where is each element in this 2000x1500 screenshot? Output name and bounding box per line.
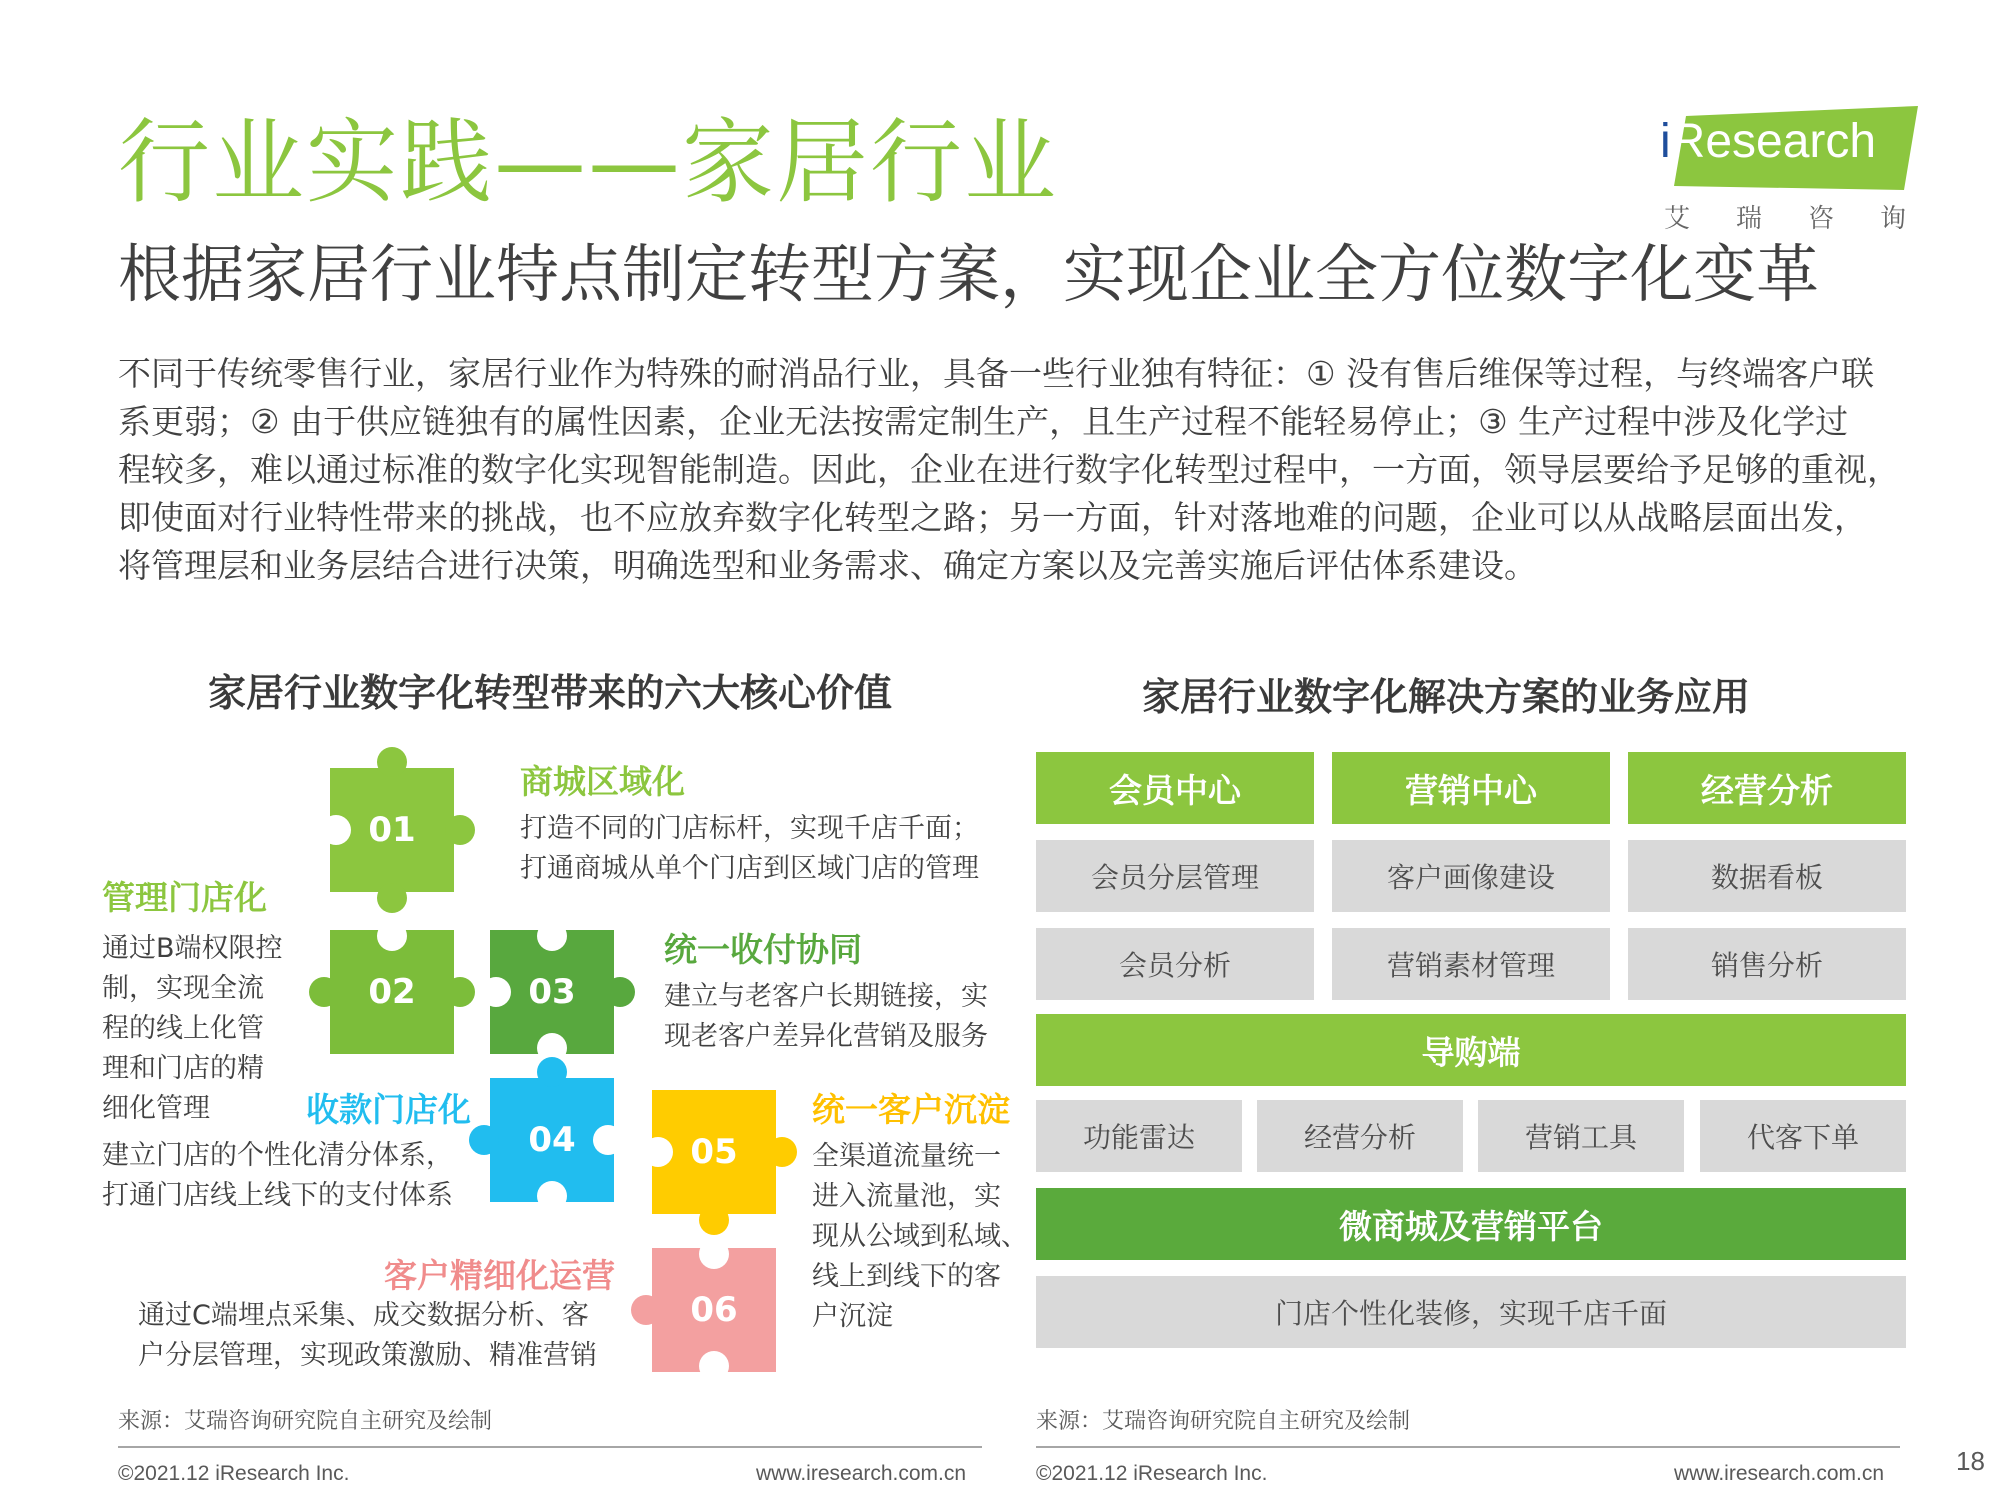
column-header-analysis: 经营分析: [1628, 752, 1906, 824]
cell-marketing-materials: 营销素材管理: [1332, 928, 1610, 1000]
intro-line: 即使面对行业特性带来的挑战，也不应放弃数字化转型之路；另一方面，针对落地难的问题，企业可以从战略层面出发，: [118, 498, 1867, 537]
right-copyright: ©2021.12 iResearch Inc.: [1036, 1462, 1268, 1485]
left-copyright: ©2021.12 iResearch Inc.: [118, 1462, 350, 1485]
cell-order-on-behalf: 代客下单: [1700, 1100, 1906, 1172]
feature-desc-line: 进入流量池，实: [812, 1181, 1001, 1212]
feature-desc-line: 全渠道流量统一: [812, 1141, 1001, 1172]
feature-title: 管理门店化: [102, 878, 267, 917]
puzzle-piece-06: [652, 1248, 776, 1372]
puzzle-number: 02: [368, 972, 416, 1012]
logo-i: i: [1660, 115, 1671, 168]
cell-member-tiers: 会员分层管理: [1036, 840, 1314, 912]
puzzle-number: 03: [528, 972, 576, 1012]
feature-desc-line: 打通门店线上线下的支付体系: [102, 1180, 453, 1211]
puzzle-piece-03: [490, 930, 614, 1054]
feature-desc: [102, 1136, 453, 1216]
right-section-heading: 家居行业数字化解决方案的业务应用: [1142, 675, 1751, 719]
left-section-heading: 家居行业数字化转型带来的六大核心价值: [208, 671, 893, 715]
right-source: 来源：艾瑞咨询研究院自主研究及绘制: [1036, 1409, 1411, 1434]
puzzle-piece-01: [330, 768, 454, 892]
intro-paragraph: [118, 350, 1918, 590]
feature-desc-line: 户分层管理，实现政策激励、精准营销: [138, 1340, 597, 1371]
feature-desc-line: 打通商城从单个门店到区域门店的管理: [520, 853, 979, 884]
feature-desc-line: 建立门店的个性化清分体系，: [102, 1140, 453, 1171]
feature-desc: [138, 1296, 597, 1376]
puzzle-piece-05: [652, 1090, 776, 1214]
left-url: www.iresearch.com.cn: [756, 1462, 967, 1485]
feature-title: 统一收付协同: [664, 930, 862, 969]
feature-desc-line: 通过C端埋点采集、成交数据分析、客: [138, 1300, 589, 1331]
puzzle-number: 06: [690, 1290, 738, 1330]
left-footer-divider: [118, 1446, 982, 1448]
puzzle-piece-04: [490, 1078, 614, 1202]
page-subtitle: 根据家居行业特点制定转型方案，实现企业全方位数字化变革: [118, 238, 1819, 311]
puzzle-number: 04: [528, 1120, 576, 1160]
feature-desc-line: 细化管理: [102, 1093, 210, 1124]
feature-desc-line: 打造不同的门店标杆，实现千店千面；: [520, 813, 979, 844]
puzzle-number: 01: [368, 810, 416, 850]
feature-desc-line: 理和门店的精: [102, 1053, 264, 1084]
right-url: www.iresearch.com.cn: [1674, 1462, 1885, 1485]
cell-marketing-tools: 营销工具: [1478, 1100, 1684, 1172]
feature-title: 统一客户沉淀: [812, 1090, 1010, 1129]
cell-dashboard: 数据看板: [1628, 840, 1906, 912]
feature-title: 客户精细化运营: [384, 1256, 615, 1295]
intro-line: 程较多，难以通过标准的数字化实现智能制造。因此，企业在进行数字化转型过程中，一方面，领导层要给予足够的重视，: [118, 450, 1900, 489]
feature-desc: [102, 929, 283, 1129]
column-header-marketing: 营销中心: [1332, 752, 1610, 824]
logo-wordmark: [1660, 114, 1876, 169]
logo-chinese-name: 艾瑞咨询: [1664, 204, 1953, 234]
intro-line: 将管理层和业务层结合进行决策，明确选型和业务需求、确定方案以及完善实施后评估体系建设。: [118, 546, 1537, 585]
feature-guanli: [102, 872, 283, 1129]
band-shopping-guide: 导购端: [1036, 1014, 1906, 1086]
logo-word-text: Research: [1670, 115, 1877, 168]
feature-title: 收款门店化: [306, 1090, 471, 1129]
intro-line: 不同于传统零售行业，家居行业作为特殊的耐消品行业，具备一些行业独有特征：① 没有售后维保等过程，与终端客户联: [118, 354, 1875, 393]
right-footer-divider: [1036, 1446, 1900, 1448]
puzzle-piece-02: [330, 930, 454, 1054]
cell-sales-analysis: 销售分析: [1628, 928, 1906, 1000]
left-source: 来源：艾瑞咨询研究院自主研究及绘制: [118, 1409, 493, 1434]
cell-business-analysis: 经营分析: [1257, 1100, 1463, 1172]
band-micro-mall: 微商城及营销平台: [1036, 1188, 1906, 1260]
page-number: 18: [1956, 1446, 1985, 1476]
cell-member-analysis: 会员分析: [1036, 928, 1314, 1000]
feature-jingxihua-title-wrap: [384, 1250, 615, 1297]
iresearch-logo: [1660, 106, 1953, 236]
feature-desc: [520, 809, 979, 889]
feature-desc-line: 建立与老客户长期链接，实: [664, 981, 988, 1012]
page-title: 行业实践——家居行业: [118, 109, 1059, 216]
feature-desc-line: 程的线上化管: [102, 1013, 264, 1044]
feature-kehu-chendian: [812, 1084, 1028, 1337]
feature-desc-line: 户沉淀: [812, 1301, 893, 1332]
feature-shangcheng: [520, 756, 979, 889]
cell-function-radar: 功能雷达: [1036, 1100, 1242, 1172]
intro-line: 系更弱；② 由于供应链独有的属性因素，企业无法按需定制生产，且生产过程不能轻易停止；③ 生产过程中涉及化学过: [118, 402, 1849, 441]
feature-desc-line: 制，实现全流: [102, 973, 264, 1004]
feature-shoufu: [664, 924, 988, 1057]
feature-desc: [812, 1137, 1028, 1337]
column-header-member: 会员中心: [1036, 752, 1314, 824]
feature-desc-line: 现老客户差异化营销及服务: [664, 1021, 988, 1052]
feature-desc: [664, 977, 988, 1057]
cell-customer-profile: 客户画像建设: [1332, 840, 1610, 912]
feature-desc-line: 现从公域到私域、: [812, 1221, 1028, 1252]
feature-title: 商城区域化: [520, 762, 685, 801]
puzzle-number: 05: [690, 1132, 738, 1172]
feature-desc-line: 通过B端权限控: [102, 933, 283, 964]
cell-store-decoration: 门店个性化装修，实现千店千面: [1036, 1276, 1906, 1348]
feature-shoukuan-title-wrap: [306, 1084, 471, 1131]
feature-desc-line: 线上到线下的客: [812, 1261, 1001, 1292]
